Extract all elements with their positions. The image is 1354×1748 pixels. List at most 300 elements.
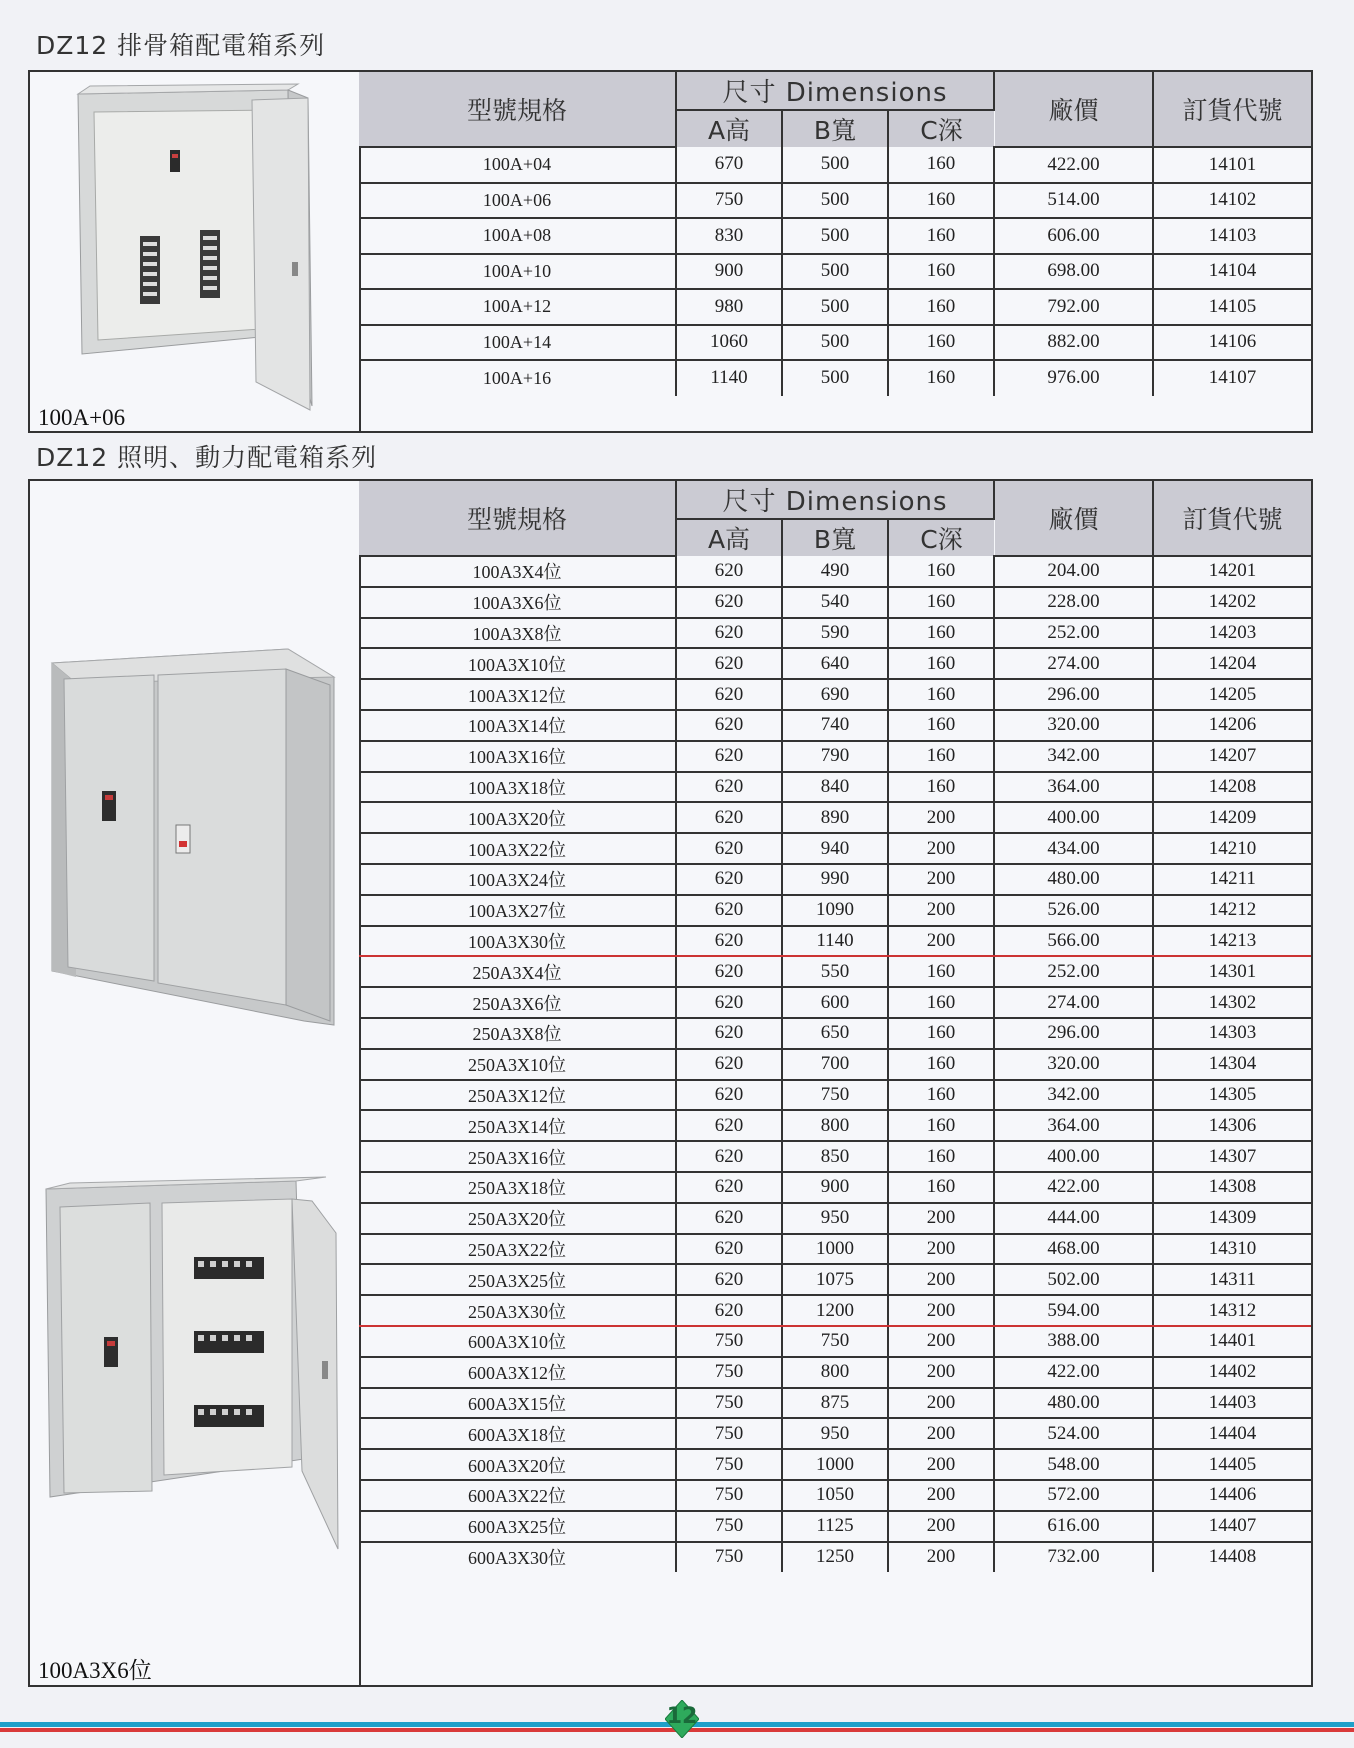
cell-depth: 200 [888,1388,994,1419]
cell-price: 252.00 [994,956,1153,987]
table-row [359,1449,1311,1480]
cell-width: 1090 [782,895,888,926]
cell-height: 750 [676,1357,782,1388]
cell-price: 594.00 [994,1295,1153,1326]
cell-order-code: 14304 [1153,1049,1311,1080]
cell-height: 620 [676,1049,782,1080]
header-height: A高 [676,519,782,556]
table-row [359,183,1311,219]
cell-order-code: 14309 [1153,1203,1311,1234]
cell-model: 100A3X18位 [359,772,676,803]
cell-price: 698.00 [994,254,1153,290]
cell-order-code: 14201 [1153,556,1311,587]
table-row [359,147,1311,183]
table-row [359,833,1311,864]
cell-width: 750 [782,1326,888,1357]
table-row [359,1264,1311,1295]
spec-table-body [359,556,1311,1572]
cell-height: 1140 [676,360,782,396]
cell-height: 620 [676,1234,782,1265]
cell-price: 274.00 [994,648,1153,679]
cell-order-code: 14212 [1153,895,1311,926]
cell-model: 250A3X22位 [359,1234,676,1265]
cell-depth: 160 [888,1110,994,1141]
cell-height: 620 [676,802,782,833]
table-row [359,1326,1311,1357]
cell-depth: 160 [888,1080,994,1111]
cell-model: 250A3X4位 [359,956,676,987]
cell-depth: 160 [888,325,994,361]
cell-width: 500 [782,289,888,325]
cell-width: 790 [782,741,888,772]
cell-width: 800 [782,1357,888,1388]
cell-depth: 200 [888,926,994,957]
cell-depth: 160 [888,618,994,649]
cell-model: 600A3X18位 [359,1418,676,1449]
cell-price: 422.00 [994,1172,1153,1203]
closed-cabinet-icon [52,649,334,1025]
cell-width: 690 [782,679,888,710]
header-order-code: 訂貨代號 [1153,481,1311,556]
cell-depth: 160 [888,254,994,290]
cell-depth: 200 [888,1295,994,1326]
cell-height: 1060 [676,325,782,361]
cell-model: 100A3X27位 [359,895,676,926]
cell-price: 252.00 [994,618,1153,649]
cell-order-code: 14307 [1153,1141,1311,1172]
cell-order-code: 14401 [1153,1326,1311,1357]
cell-model: 600A3X12位 [359,1357,676,1388]
cell-depth: 200 [888,1542,994,1573]
cell-height: 620 [676,1141,782,1172]
cell-model: 100A+14 [359,325,676,361]
cell-depth: 200 [888,1203,994,1234]
cell-order-code: 14203 [1153,618,1311,649]
cell-model: 250A3X12位 [359,1080,676,1111]
cell-price: 732.00 [994,1542,1153,1573]
cell-height: 620 [676,864,782,895]
cell-width: 500 [782,183,888,219]
cell-height: 830 [676,218,782,254]
cell-width: 750 [782,1080,888,1111]
cell-price: 364.00 [994,1110,1153,1141]
header-model: 型號規格 [359,72,676,147]
cell-height: 620 [676,1295,782,1326]
cell-depth: 200 [888,1264,994,1295]
cell-height: 980 [676,289,782,325]
cell-height: 750 [676,1449,782,1480]
table-row [359,679,1311,710]
cell-depth: 160 [888,556,994,587]
table-row [359,1049,1311,1080]
table-row [359,289,1311,325]
cell-order-code: 14406 [1153,1480,1311,1511]
cell-height: 620 [676,772,782,803]
cell-height: 670 [676,147,782,183]
table-row [359,1018,1311,1049]
cell-depth: 160 [888,587,994,618]
page-number: 12 [666,1704,698,1729]
table-row [359,648,1311,679]
cell-order-code: 14312 [1153,1295,1311,1326]
cell-order-code: 14405 [1153,1449,1311,1480]
cell-depth: 200 [888,895,994,926]
cell-depth: 200 [888,1418,994,1449]
cell-order-code: 14205 [1153,679,1311,710]
header-price: 廠價 [994,72,1153,147]
cell-width: 1000 [782,1234,888,1265]
table-row [359,1511,1311,1542]
cell-price: 320.00 [994,1049,1153,1080]
cell-depth: 200 [888,1357,994,1388]
table-row [359,1542,1311,1573]
cell-width: 900 [782,1172,888,1203]
cell-price: 548.00 [994,1449,1153,1480]
cell-model: 100A3X30位 [359,926,676,957]
cell-height: 620 [676,648,782,679]
cell-width: 600 [782,987,888,1018]
cell-order-code: 14403 [1153,1388,1311,1419]
cell-price: 502.00 [994,1264,1153,1295]
table-row [359,864,1311,895]
cell-order-code: 14303 [1153,1018,1311,1049]
cell-price: 616.00 [994,1511,1153,1542]
cell-price: 480.00 [994,1388,1153,1419]
cell-order-code: 14213 [1153,926,1311,957]
cell-depth: 160 [888,679,994,710]
cell-order-code: 14306 [1153,1110,1311,1141]
cell-width: 1140 [782,926,888,957]
cell-depth: 200 [888,833,994,864]
cell-width: 550 [782,956,888,987]
cell-order-code: 14301 [1153,956,1311,987]
cell-model: 100A3X6位 [359,587,676,618]
header-width: B寬 [782,519,888,556]
cell-price: 320.00 [994,710,1153,741]
spec-table-body [359,147,1311,396]
cell-order-code: 14311 [1153,1264,1311,1295]
table-row [359,772,1311,803]
cell-width: 540 [782,587,888,618]
cell-price: 792.00 [994,289,1153,325]
cell-model: 600A3X30位 [359,1542,676,1573]
photo-caption: 100A3X6位 [38,1658,152,1683]
cell-model: 250A3X16位 [359,1141,676,1172]
table-row [359,1388,1311,1419]
cell-depth: 160 [888,987,994,1018]
cell-height: 620 [676,1080,782,1111]
cell-width: 950 [782,1418,888,1449]
cell-depth: 160 [888,289,994,325]
product-photo-cell [30,72,361,431]
cell-price: 204.00 [994,556,1153,587]
cell-model: 100A+06 [359,183,676,219]
cell-order-code: 14402 [1153,1357,1311,1388]
cell-height: 620 [676,1110,782,1141]
cell-model: 100A3X8位 [359,618,676,649]
table-row [359,556,1311,587]
header-price: 廠價 [994,481,1153,556]
cell-price: 228.00 [994,587,1153,618]
cell-width: 840 [782,772,888,803]
cell-model: 600A3X15位 [359,1388,676,1419]
cell-depth: 160 [888,183,994,219]
cell-height: 620 [676,1203,782,1234]
cell-height: 620 [676,833,782,864]
cell-order-code: 14210 [1153,833,1311,864]
cell-order-code: 14208 [1153,772,1311,803]
cell-order-code: 14305 [1153,1080,1311,1111]
cell-depth: 200 [888,1449,994,1480]
cell-price: 400.00 [994,802,1153,833]
table-row [359,1203,1311,1234]
cell-depth: 200 [888,1234,994,1265]
table-row [359,1234,1311,1265]
cell-height: 750 [676,1326,782,1357]
cell-width: 1050 [782,1480,888,1511]
spec-table [359,72,1311,396]
cell-width: 650 [782,1018,888,1049]
table-row [359,1480,1311,1511]
cell-model: 100A+12 [359,289,676,325]
cell-depth: 160 [888,772,994,803]
cell-price: 976.00 [994,360,1153,396]
cell-price: 400.00 [994,1141,1153,1172]
cell-order-code: 14308 [1153,1172,1311,1203]
cell-depth: 160 [888,956,994,987]
table-row [359,1172,1311,1203]
cell-model: 100A3X22位 [359,833,676,864]
cell-height: 620 [676,987,782,1018]
cell-width: 950 [782,1203,888,1234]
cell-model: 100A+08 [359,218,676,254]
cell-price: 572.00 [994,1480,1153,1511]
cell-model: 100A3X12位 [359,679,676,710]
cell-model: 600A3X22位 [359,1480,676,1511]
cell-depth: 160 [888,1018,994,1049]
cell-model: 100A3X20位 [359,802,676,833]
cell-model: 100A+16 [359,360,676,396]
cell-price: 606.00 [994,218,1153,254]
cell-order-code: 14207 [1153,741,1311,772]
table-row [359,618,1311,649]
cell-height: 750 [676,1480,782,1511]
cell-model: 250A3X25位 [359,1264,676,1295]
cell-width: 500 [782,147,888,183]
cell-width: 500 [782,360,888,396]
cell-order-code: 14310 [1153,1234,1311,1265]
cell-width: 1125 [782,1511,888,1542]
cell-price: 388.00 [994,1326,1153,1357]
table-row [359,1110,1311,1141]
cell-depth: 200 [888,802,994,833]
cell-width: 1200 [782,1295,888,1326]
table-row [359,802,1311,833]
header-height: A高 [676,110,782,147]
cell-depth: 160 [888,218,994,254]
cell-depth: 200 [888,1480,994,1511]
cell-height: 620 [676,556,782,587]
cell-price: 434.00 [994,833,1153,864]
cell-model: 100A+04 [359,147,676,183]
cell-order-code: 14407 [1153,1511,1311,1542]
cell-width: 1075 [782,1264,888,1295]
cell-depth: 160 [888,1172,994,1203]
cell-model: 250A3X10位 [359,1049,676,1080]
cell-height: 620 [676,1018,782,1049]
cell-price: 274.00 [994,987,1153,1018]
cell-height: 750 [676,183,782,219]
section-title: DZ12 照明、動力配電箱系列 [36,443,378,472]
table-row [359,254,1311,290]
cell-price: 444.00 [994,1203,1153,1234]
cell-height: 620 [676,587,782,618]
table-row [359,1357,1311,1388]
cell-height: 900 [676,254,782,290]
cell-price: 882.00 [994,325,1153,361]
cell-depth: 160 [888,1141,994,1172]
cell-height: 750 [676,1511,782,1542]
cell-order-code: 14211 [1153,864,1311,895]
cell-price: 422.00 [994,1357,1153,1388]
product-panel-lighting-power [28,479,1313,1687]
cell-order-code: 14202 [1153,587,1311,618]
cell-price: 566.00 [994,926,1153,957]
table-row [359,741,1311,772]
cell-width: 875 [782,1388,888,1419]
cell-model: 250A3X30位 [359,1295,676,1326]
cell-model: 250A3X8位 [359,1018,676,1049]
header-dimensions: 尺寸 Dimensions [676,72,994,110]
cell-model: 250A3X14位 [359,1110,676,1141]
cell-width: 490 [782,556,888,587]
cell-model: 100A3X4位 [359,556,676,587]
cell-width: 940 [782,833,888,864]
cell-model: 600A3X10位 [359,1326,676,1357]
table-row [359,1418,1311,1449]
cell-model: 100A3X10位 [359,648,676,679]
cell-model: 100A3X14位 [359,710,676,741]
cell-width: 1000 [782,1449,888,1480]
cell-order-code: 14206 [1153,710,1311,741]
cell-price: 342.00 [994,1080,1153,1111]
cell-price: 422.00 [994,147,1153,183]
cell-depth: 200 [888,864,994,895]
cell-model: 100A3X16位 [359,741,676,772]
section-title: DZ12 排骨箱配電箱系列 [36,31,326,60]
product-panel-busbar [28,70,1313,433]
cell-order-code: 14107 [1208,367,1257,389]
cell-order-code: 14302 [1153,987,1311,1018]
header-width: B寬 [782,110,888,147]
cell-height: 620 [676,710,782,741]
cabinet-open-door-illustration [30,72,359,431]
photo-caption: 100A+06 [38,405,126,430]
cell-price: 296.00 [994,1018,1153,1049]
table-row [359,325,1311,361]
page-number-badge [665,1700,699,1738]
cell-height: 620 [676,741,782,772]
cell-width: 850 [782,1141,888,1172]
cell-price: 514.00 [994,183,1153,219]
product-photo-cell [30,481,361,1685]
cell-height: 620 [676,895,782,926]
table-row [359,587,1311,618]
cell-height: 750 [676,1542,782,1573]
cell-depth: 160 [888,1049,994,1080]
cell-depth: 160 [888,710,994,741]
cell-model: 600A3X20位 [359,1449,676,1480]
cell-order-code: 14102 [1153,183,1311,219]
cell-price: 480.00 [994,864,1153,895]
cell-width: 590 [782,618,888,649]
cell-model: 250A3X6位 [359,987,676,1018]
cabinet-illustrations [30,481,359,1685]
cell-order-code: 14105 [1153,289,1311,325]
cell-width: 990 [782,864,888,895]
cell-depth: 160 [888,648,994,679]
cell-order-code: 14103 [1153,218,1311,254]
cell-price: 526.00 [994,895,1153,926]
cell-depth: 200 [888,1326,994,1357]
cell-height: 750 [676,1388,782,1419]
cell-width: 700 [782,1049,888,1080]
table-row [359,956,1311,987]
table-row [359,1141,1311,1172]
table-row [359,218,1311,254]
cell-height: 620 [676,618,782,649]
cell-model: 100A+10 [359,254,676,290]
cell-model: 600A3X25位 [359,1511,676,1542]
cell-model: 250A3X18位 [359,1172,676,1203]
cell-order-code: 14408 [1208,1546,1257,1568]
cell-height: 620 [676,1172,782,1203]
cell-order-code: 14404 [1153,1418,1311,1449]
cell-width: 1250 [782,1542,888,1573]
cell-price: 296.00 [994,679,1153,710]
cell-height: 620 [676,1264,782,1295]
header-model: 型號規格 [359,481,676,556]
cell-width: 500 [782,218,888,254]
cell-depth: 160 [888,360,994,396]
cell-price: 524.00 [994,1418,1153,1449]
cell-price: 342.00 [994,741,1153,772]
cell-order-code: 14101 [1153,147,1311,183]
cell-model: 250A3X20位 [359,1203,676,1234]
cell-width: 890 [782,802,888,833]
table-row [359,926,1311,957]
cell-width: 500 [782,325,888,361]
spec-table [359,481,1311,1572]
table-row [359,895,1311,926]
cell-depth: 160 [888,741,994,772]
header-depth: C深 [888,519,994,556]
table-row [359,1295,1311,1326]
header-depth: C深 [888,110,994,147]
cell-order-code: 14209 [1153,802,1311,833]
cell-depth: 160 [888,147,994,183]
cell-order-code: 14106 [1153,325,1311,361]
header-order-code: 訂貨代號 [1153,72,1311,147]
cell-order-code: 14204 [1153,648,1311,679]
cell-height: 620 [676,956,782,987]
open-cabinet-icon [46,1177,338,1549]
cell-width: 740 [782,710,888,741]
table-row [359,360,1311,396]
table-row [359,987,1311,1018]
cell-height: 620 [676,679,782,710]
cell-height: 620 [676,926,782,957]
